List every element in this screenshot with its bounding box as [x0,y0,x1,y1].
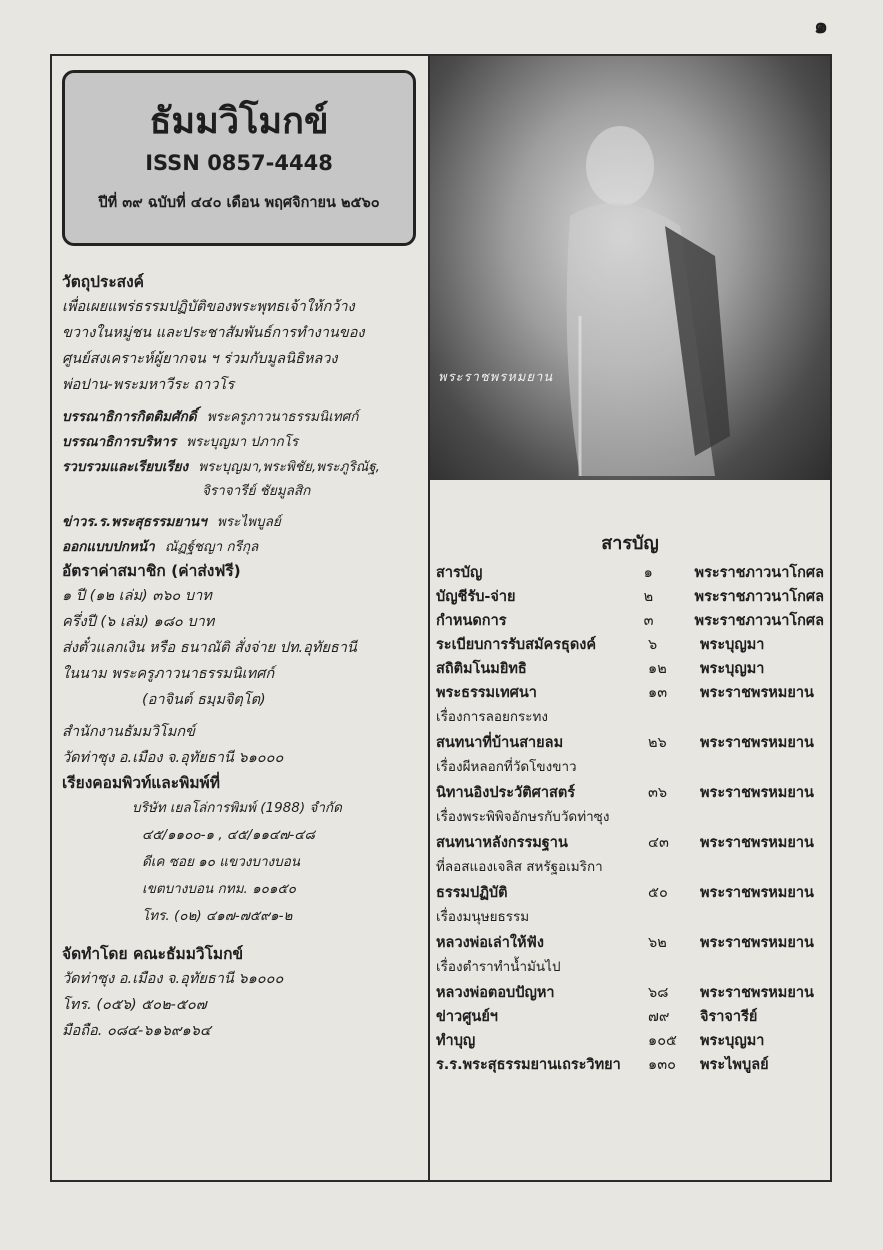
printer-line: โทร. (๐๒) ๔๑๗-๗๕๙๑-๒ [142,908,293,924]
printer-line: เขตบางบอน กทม. ๑๐๑๕๐ [142,881,296,897]
cover-design: ออกแบบปกหน้า ณัฏฐ์ชญา กรีกุล [62,539,259,555]
objective-heading: วัตถุประสงค์ [62,273,145,291]
toc-item: สนทนาหลังกรรมฐาน ๔๓ พระราชพรหมยาน [436,834,814,851]
photo-caption: พระราชพรหมยาน [438,370,554,385]
publisher-mobile: มือถือ. ๐๘๔-๖๑๖๙๑๖๔ [62,1023,211,1039]
monk-figure-image [430,56,830,480]
subscription-line: ส่งตั๋วแลกเงิน หรือ ธนาณัติ สั่งจ่าย ปท.อุทัยธานี [62,640,357,656]
toc-item-subtitle: เรื่องตำราทำน้ำมันไป [436,959,561,975]
managing-editor: บรรณาธิการบริหาร พระบุญมา ปภากโร [62,434,299,450]
toc-item: ร.ร.พระสุธรรมยานเถระวิทยา ๑๓๐ พระไพบูลย์ [436,1056,769,1073]
printer-line: ดีเค ซอย ๑๐ แขวงบางบอน [142,854,301,870]
school-news: ข่าวร.ร.พระสุธรรมยานฯ พระไพบูลย์ [62,514,281,530]
subscription-line: (อาจินต์ ธมฺมจิตฺโต) [142,692,266,708]
subscription-line: ครึ่งปี (๖ เล่ม) ๑๘๐ บาท [62,614,215,630]
magazine-title: ธัมมวิโมกข์ [149,100,329,142]
toc-item: กำหนดการ ๓ พระราชภาวนาโกศล [436,612,824,629]
toc-item: สารบัญ ๑ พระราชภาวนาโกศล [436,564,824,581]
toc-item: นิทานอิงประวัติศาสตร์ ๓๖ พระราชพรหมยาน [436,784,814,801]
toc-item: สถิติมโนมยิทธิ ๑๒ พระบุญมา [436,660,765,677]
toc-item: พระธรรมเทศนา ๑๓ พระราชพรหมยาน [436,684,814,701]
toc-item-subtitle: เรื่องมนุษยธรรม [436,909,530,925]
objective-line: ศูนย์สงเคราะห์ผู้ยากจน ฯ ร่วมกับมูลนิธิหลวง [62,351,338,367]
toc-item: ทำบุญ ๑๐๕ พระบุญมา [436,1032,765,1049]
printer-heading: เรียงคอมพิวท์และพิมพ์ที่ [62,774,220,792]
printer-line: บริษัท เยลโล่การพิมพ์ (1988) จำกัด [132,800,342,816]
toc-item: หลวงพ่อตอบปัญหา ๖๘ พระราชพรหมยาน [436,984,814,1001]
masthead-box [62,70,416,246]
office-name: สำนักงานธัมมวิโมกข์ [62,724,195,740]
objective-line: ขวางในหมู่ชน และประชาสัมพันธ์การทำงานของ [62,325,365,341]
toc-heading: สารบัญ [601,533,659,554]
table-of-contents [436,560,824,1076]
toc-item: ระเบียบการรับสมัครธุดงค์ ๖ พระบุญมา [436,636,765,653]
toc-item: ข่าวศูนย์ฯ ๗๙ จิราจารีย์ [436,1008,758,1025]
toc-item-subtitle: ที่ลอสแองเจลิส สหรัฐอเมริกา [436,859,603,875]
subscription-line: ๑ ปี (๑๒ เล่ม) ๓๖๐ บาท [62,588,212,604]
subscription-line: ในนาม พระครูภาวนาธรรมนิเทศก์ [62,666,275,682]
toc-item: หลวงพ่อเล่าให้ฟัง ๖๒ พระราชพรหมยาน [436,934,814,951]
objective-line: พ่อปาน-พระมหาวีระ ถาวโร [62,377,235,393]
issue-info: ปีที่ ๓๙ ฉบับที่ ๔๔๐ เดือน พฤศจิกายน ๒๕๖๐ [98,195,380,211]
toc-item-subtitle: เรื่องพระพิพิจอักษรกับวัดท่าซุง [436,809,610,825]
publisher-phone: โทร. (๐๕๖) ๕๐๒-๕๐๗ [62,997,207,1013]
issn: ISSN 0857-4448 [145,151,333,175]
office-address: วัดท่าซุง อ.เมือง จ.อุทัยธานี ๖๑๐๐๐ [62,750,284,766]
publisher-address: วัดท่าซุง อ.เมือง จ.อุทัยธานี ๖๑๐๐๐ [62,971,284,987]
cover-photo [430,56,830,480]
compiled-by: รวบรวมและเรียบเรียง พระบุญมา,พระพิชัย,พระภูริณัฐ, [62,459,380,475]
honorary-editor: บรรณาธิการกิตติมศักดิ์ พระครูภาวนาธรรมนิเทศก์ [62,409,359,425]
toc-item-subtitle: เรื่องผีหลอกที่วัดโขงขาว [436,759,577,775]
toc-item-subtitle: เรื่องการลอยกระทง [436,709,549,725]
toc-item: สนทนาที่บ้านสายลม ๒๖ พระราชพรหมยาน [436,734,814,751]
subscription-heading: อัตราค่าสมาชิก (ค่าส่งฟรี) [62,562,241,580]
toc-item: บัญชีรับ-จ่าย ๒ พระราชภาวนาโกศล [436,588,824,605]
toc-item: ธรรมปฏิบัติ ๕๐ พระราชพรหมยาน [436,884,814,901]
publisher-heading: จัดทำโดย คณะธัมมวิโมกข์ [62,945,244,963]
compiled-by-cont: จิราจารีย์ ชัยมูลสิก [202,483,311,499]
page-number: ๑ [814,14,828,39]
objective-line: เพื่อเผยแพร่ธรรมปฏิบัติของพระพุทธเจ้าให้กว้าง [62,299,355,315]
masthead-details [62,270,422,1044]
printer-line: ๔๕/๑๑๐๐-๑ , ๔๕/๑๑๔๗-๔๘ [142,827,315,843]
